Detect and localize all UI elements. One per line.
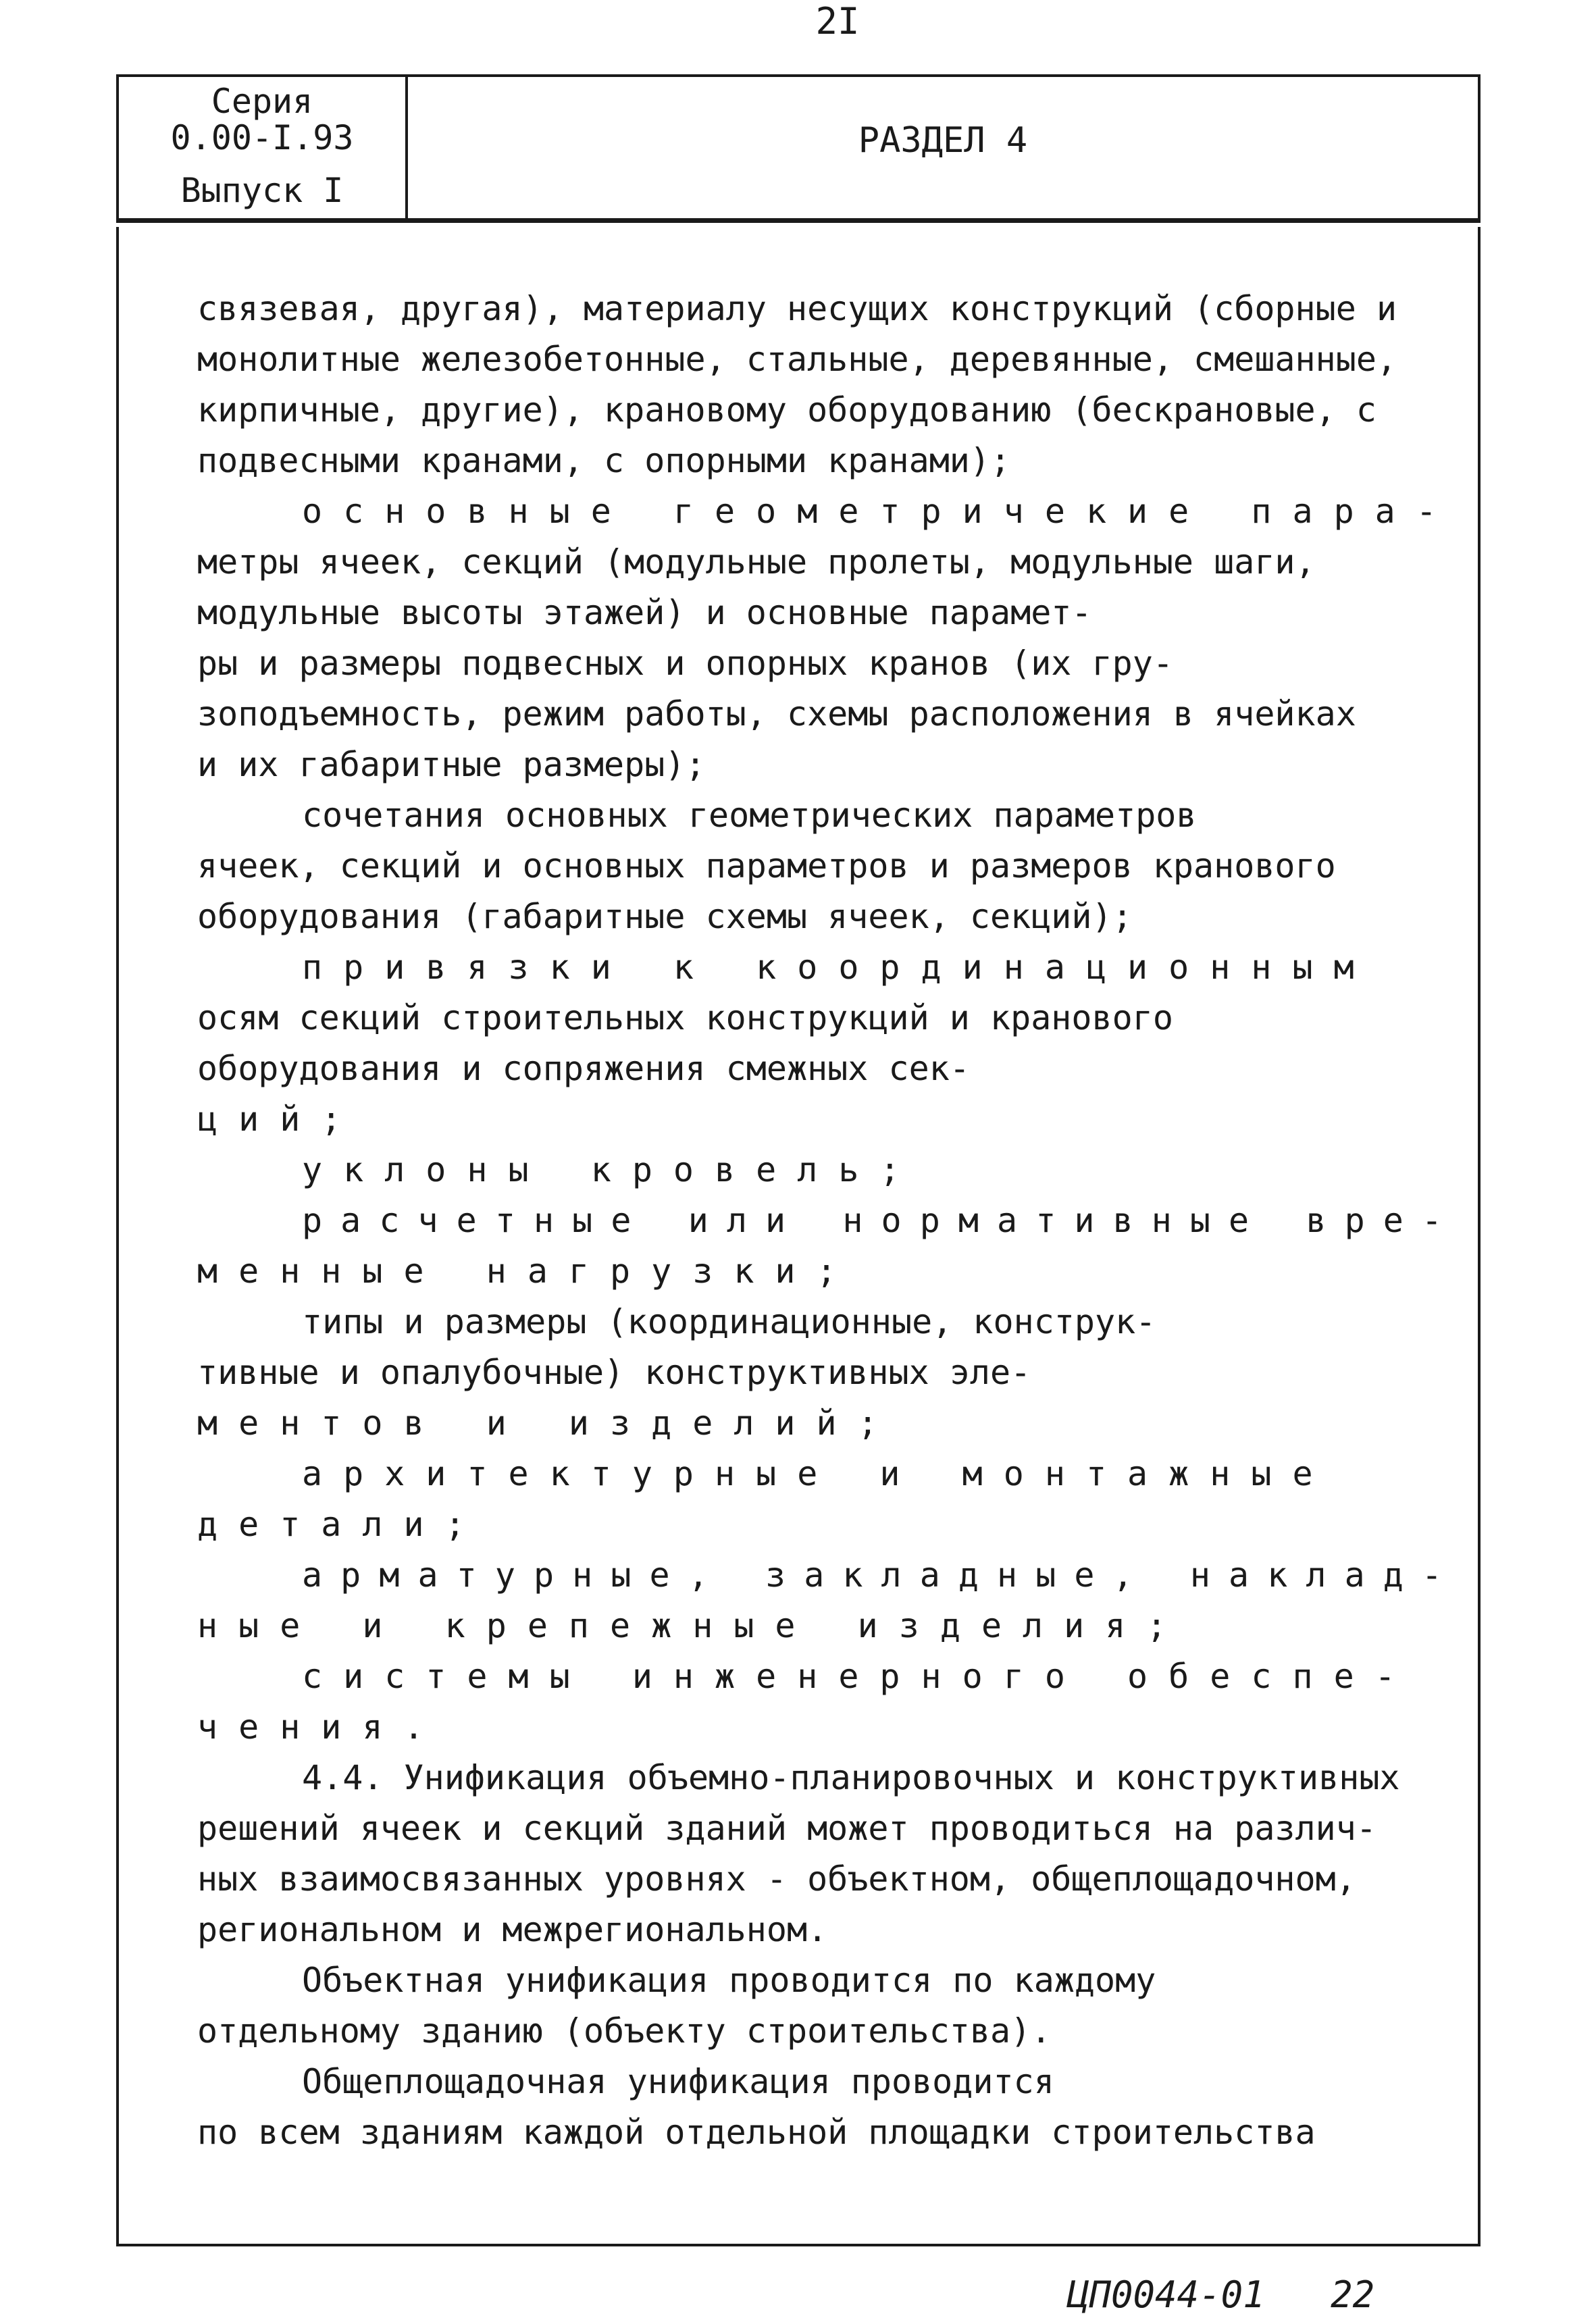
text-line: ментов и изделий;	[197, 1404, 899, 1443]
text-line: 4.4. Унификация объемно-планировочных и конструктивных	[302, 1758, 1400, 1797]
text-line: ных взаимосвязанных уровнях - объектном, общеплощадочном,	[197, 1859, 1356, 1899]
text-line: чения.	[197, 1707, 445, 1747]
text-line: ные и крепежные изделия;	[197, 1606, 1188, 1645]
text-line: связевая, другая), материалу несущих конструкций (сборные и	[197, 289, 1397, 328]
text-line: детали;	[197, 1505, 486, 1544]
text-line: системы инженерного обеспе-	[302, 1657, 1416, 1696]
title-block	[116, 74, 1481, 223]
issue-label: Выпуск I	[180, 171, 344, 210]
text-line: Объектная унификация проводится по каждому	[302, 1961, 1156, 2000]
text-line: расчетные или нормативные вре-	[302, 1201, 1461, 1240]
text-line: монолитные железобетонные, стальные, деревянные, смешанные,	[197, 340, 1397, 379]
text-line: уклоны кровель;	[302, 1150, 921, 1189]
text-line: и их габаритные размеры);	[197, 745, 706, 784]
document-code: ЦП0044-01 22	[1067, 2273, 1375, 2316]
text-line: арматурные, закладные, наклад-	[302, 1555, 1461, 1595]
text-line: оборудования и сопряжения смежных сек-	[197, 1049, 970, 1088]
text-line: ций;	[197, 1100, 363, 1139]
text-line: решений ячеек и секций зданий может проводиться на различ-	[197, 1809, 1376, 1848]
text-line: подвесными кранами, с опорными кранами);	[197, 441, 1011, 480]
text-line: архитектурные и монтажные	[302, 1454, 1334, 1493]
text-line: осям секций строительных конструкций и кранового	[197, 998, 1173, 1037]
text-line: основные геометричекие пара-	[302, 492, 1458, 531]
text-line: оборудования (габаритные схемы ячеек, секций);	[197, 897, 1133, 936]
text-line: кирпичные, другие), крановому оборудованию (бескрановые, с	[197, 390, 1376, 430]
body-text	[197, 284, 1460, 2158]
text-line: модульные высоты этажей) и основные парамет-	[197, 593, 1092, 632]
text-line: менные нагрузки;	[197, 1252, 858, 1291]
text-line: ячеек, секций и основных параметров и размеров кранового	[197, 846, 1336, 885]
section-title: РАЗДЕЛ 4	[858, 120, 1028, 161]
text-line: зоподъемность, режим работы, схемы расположения в ячейках	[197, 694, 1356, 734]
series-cell	[119, 77, 408, 218]
text-line: отдельному зданию (объекту строительства).	[197, 2011, 1052, 2051]
text-line: ры и размеры подвесных и опорных кранов (их гру-	[197, 644, 1173, 683]
text-line: тивные и опалубочные) конструктивных эле-	[197, 1353, 1031, 1392]
text-line: сочетания основных геометрических параметров	[302, 796, 1197, 835]
text-line: типы и размеры (координационные, конструк-	[302, 1302, 1156, 1341]
text-line: метры ячеек, секций (модульные пролеты, модульные шаги,	[197, 542, 1316, 582]
series-label: Серия	[211, 82, 313, 121]
text-line: по всем зданиям каждой отдельной площадки строительства	[197, 2113, 1316, 2152]
text-line: Общеплощадочная унификация проводится	[302, 2062, 1054, 2101]
page-number: 2I	[815, 0, 860, 43]
text-line: привязки к координационным	[302, 948, 1375, 987]
series-code: 0.00-I.93	[170, 118, 354, 157]
text-line: региональном и межрегиональном.	[197, 1910, 828, 1949]
